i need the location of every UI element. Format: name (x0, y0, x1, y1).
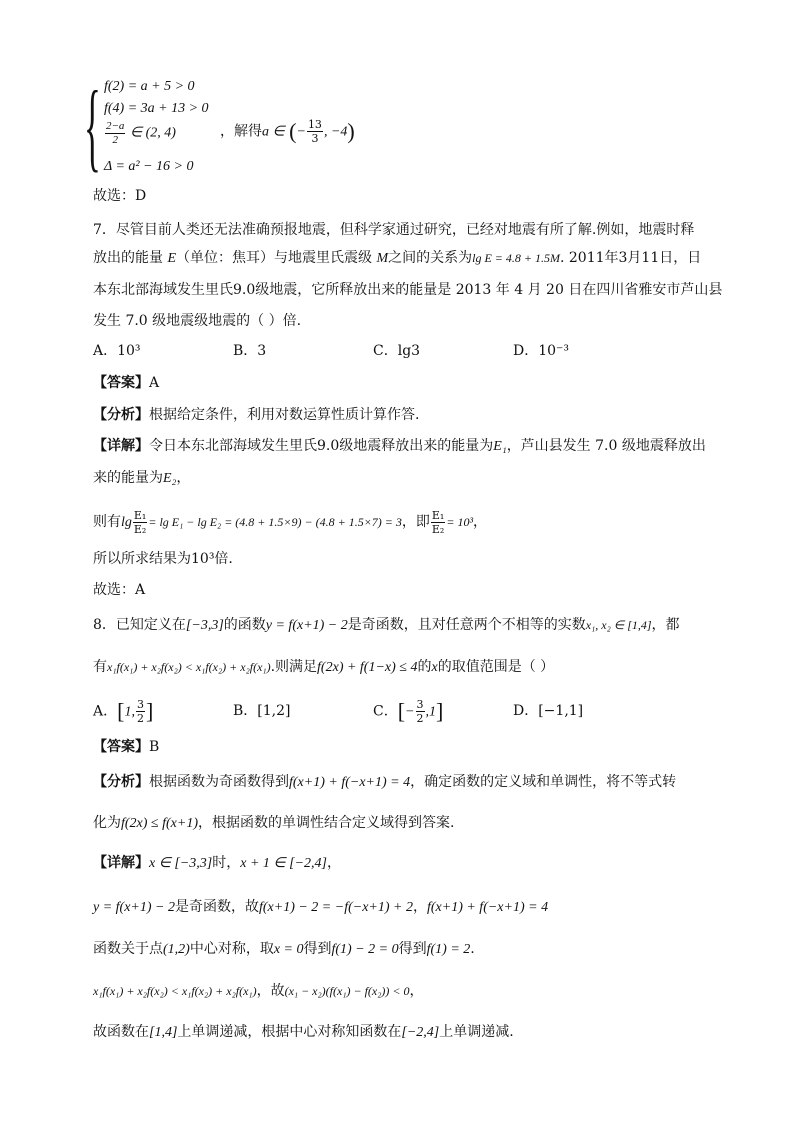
q8-detail-line-4 (93, 981, 424, 1001)
q7-analysis-text: 根据给定条件，利用对数运算性质计算作答. (149, 407, 420, 423)
system-result-denominator: 3 (311, 132, 319, 145)
q8-detail3-g: 得到 (398, 941, 427, 957)
q7-formula: lg E = 4.8 + 1.5M (472, 251, 560, 265)
q8-detail3-f1: f(1) − 2 = 0 (331, 942, 399, 957)
q8-line1-c: 的函数 (223, 617, 266, 633)
q8-line2-e: 的 (417, 659, 432, 675)
q8-line2-a: 有 (93, 659, 107, 675)
q8-detail5-e: 上单调递减. (439, 1024, 514, 1040)
q8-detail1-range: x ∈ [−3,3] (149, 856, 213, 871)
q8-line1-a: 8．已知定义在 (93, 617, 186, 633)
q8-detail5-interval-2: [−2,4] (401, 1025, 440, 1040)
q7-option-c: C．lg3 (373, 343, 421, 359)
q8-option-c-rbracket: ] (436, 698, 444, 724)
system-row-3 (104, 120, 176, 147)
q7-line-3: 本东北部海域发生里氏9.0级地震，它所释放出来的能量是 2013 年 4 月 20 日在四川省雅安市芦山县 (93, 282, 723, 298)
q8-option-c-fraction (416, 698, 425, 725)
q7-formula-joiner: ，即 (401, 514, 430, 530)
q7-formula-end: ， (473, 514, 488, 530)
system-result-numerator: 13 (307, 118, 322, 131)
system-result-tail: , −4 (323, 124, 348, 140)
q8-line1-g: ，都 (651, 617, 680, 633)
q8-detail3-a: 函数关于点 (93, 941, 163, 957)
q8-analysis-line-1 (93, 772, 676, 793)
q8-option-c (373, 698, 443, 726)
system-result-fraction (307, 118, 323, 145)
q8-option-d: D．[−1,1] (513, 703, 584, 719)
q7-detail-line-1 (93, 436, 706, 457)
q8-option-a-lbracket: [ (117, 698, 125, 724)
q8-detail-line-3 (93, 939, 475, 960)
q8-detail3-i: . (470, 941, 475, 957)
q8-inequality: x₁f(x₁) + x₂f(x₂) < x₁f(x₂) + x₂f(x₁) (107, 660, 271, 674)
q8-detail5-a: 故函数在 (93, 1024, 149, 1040)
q8-detail3-f1-value: f(1) = 2 (426, 942, 471, 957)
q7-answer-tag: 【答案】 (93, 375, 149, 391)
q7-detail2-a: 来的能量为 (93, 470, 163, 486)
q8-detail3-c: 中心对称，取 (189, 941, 274, 957)
q7-line-1: 7．尽管目前人类还无法准确预报地震，但科学家通过研究，已经对地震有所了解.例如，地震时释 (93, 222, 695, 238)
q7-var-e: E (167, 251, 177, 266)
q8-detail5-c: 上单调递减，根据中心对称知函数在 (177, 1024, 402, 1040)
q7-var-e2: E₂ (163, 471, 177, 486)
q8-option-a-left: 1, (124, 704, 135, 720)
q8-line-2 (93, 657, 554, 678)
q8-analysis-tag: 【分析】 (93, 774, 149, 790)
system-fraction-numerator: 2−a (106, 120, 125, 132)
q8-detail-line-1 (93, 853, 341, 874)
q8-analysis-c: ，确定函数的定义域和单调性，将不等式转 (410, 774, 677, 790)
system-brace: { (84, 70, 101, 181)
q8-detail4-ineq: x₁f(x₁) + x₂f(x₂) < x₁f(x₂) + x₂f(x₁) (93, 984, 257, 998)
system-row-4: Δ = a² − 16 > 0 (104, 159, 194, 174)
q8-detail3-point: (1,2) (163, 942, 190, 957)
q7-analysis (93, 405, 419, 425)
q8-detail-line-5 (93, 1022, 514, 1043)
q7-var-m: M (376, 251, 389, 266)
q8-analysis-formula: f(x+1) + f(−x+1) = 4 (289, 775, 411, 790)
q7-formula-line (93, 508, 487, 537)
q8-detail1-e: ， (326, 855, 341, 871)
system-row-1: f(2) = a + 5 > 0 (104, 79, 195, 94)
system-row-2: f(4) = 3a + 13 > 0 (104, 101, 209, 116)
q7-choice: 故选：A (93, 582, 146, 598)
q7-detail1-a: 令日本东北部海域发生里氏9.0级地震释放出来的能量为 (149, 438, 494, 454)
q8-detail2-b: 是奇函数，故 (174, 899, 259, 915)
q7-formula-lg: lg (121, 515, 132, 530)
system-fraction (105, 120, 125, 147)
q8-line1-e: 是奇函数，且对任意两个不相等的实数 (347, 617, 586, 633)
system-result-rparen: ) (347, 118, 355, 144)
q7-frac-denominator: E₂ (133, 522, 147, 536)
q7-frac-numerator: E₁ (133, 508, 147, 522)
q8-option-a-rbracket: ] (145, 698, 154, 724)
q7-analysis-tag: 【分析】 (93, 407, 149, 423)
q7-answer (93, 373, 159, 393)
q8-analysis2-formula: f(2x) ≤ f(x+1) (121, 816, 198, 831)
q7-var-e1: E₁ (493, 439, 507, 454)
q7-option-a: A．10³ (93, 343, 141, 359)
q7-frac2-numerator: E₁ (431, 508, 445, 522)
q7-option-b: B．3 (233, 343, 267, 359)
q8-domain: [−3,3] (185, 618, 224, 633)
q8-line-1 (93, 615, 680, 636)
q8-answer-value: B (149, 739, 160, 755)
q8-detail2-d: ， (412, 899, 427, 915)
q8-var-x: x (431, 660, 438, 675)
q8-condition: f(2x) + f(1−x) ≤ 4 (317, 660, 418, 675)
q8-detail4-product: (x₁ − x₂)(f(x₁) − f(x₂)) < 0 (284, 984, 410, 998)
q8-answer (93, 737, 159, 757)
q7-formula-prefix: 则有 (93, 514, 121, 530)
q7-line2-c: （单位：焦耳）与地震里氏震级 (176, 250, 373, 266)
q7-line-4: 发生 7.0 级地震级地震的（ ）倍. (93, 313, 302, 329)
q7-line2-e: 之间的关系为 (388, 250, 473, 266)
system-interval: ∈ (2, 4) (129, 125, 176, 141)
q7-detail1-c: ，芦山县发生 7.0 级地震释放出 (506, 438, 706, 454)
q8-option-c-right: ,1 (425, 704, 436, 720)
q8-function: y = f(x+1) − 2 (265, 618, 348, 633)
system-result-minus: − (296, 124, 306, 140)
q8-analysis-a: 根据函数为奇函数得到 (149, 774, 289, 790)
q7-formula-fraction (133, 509, 147, 536)
q8-detail4-d: ， (409, 983, 424, 999)
q8-detail1-shift: x + 1 ∈ [−2,4] (240, 856, 327, 871)
q8-option-c-den: 2 (416, 712, 424, 725)
q8-option-c-minus: − (405, 704, 415, 720)
q8-option-a-fraction (136, 698, 145, 725)
q8-line2-c: .则满足 (270, 659, 318, 675)
q7-formula-body: = lg E₁ − lg E₂ = (4.8 + 1.5×9) − (4.8 + 1.5×7) = 3 (148, 515, 402, 529)
q8-detail2-func: y = f(x+1) − 2 (93, 900, 175, 915)
q7-line-2 (93, 248, 701, 269)
q7-detail-line-2 (93, 468, 190, 489)
q8-option-b: B．[1,2] (233, 703, 291, 719)
q7-answer-value: A (149, 375, 160, 391)
system-result-prefix: ，解得 (220, 123, 262, 140)
q7-detail2-c: ， (176, 470, 191, 486)
q8-line2-g: 的取值范围是（ ） (437, 659, 555, 675)
q7-line2-a: 放出的能量 (93, 250, 163, 266)
q8-detail-tag: 【详解】 (93, 855, 149, 871)
q8-analysis2-a: 化为 (93, 815, 121, 831)
q8-detail4-b: ，故 (256, 983, 285, 999)
choice-previous: 故选：D (93, 188, 147, 204)
q8-option-c-lbracket: [ (397, 698, 406, 724)
q8-option-c-label: C． (373, 703, 398, 720)
q8-option-c-num: 3 (416, 698, 424, 711)
system-fraction-denominator: 2 (112, 134, 118, 146)
q7-formula-fraction-2 (431, 509, 445, 536)
q7-result: 所以所求结果为10³倍. (93, 551, 233, 567)
q8-reals: x₁, x₂ ∈ [1,4] (585, 618, 652, 632)
q8-option-a-num: 3 (136, 698, 144, 711)
q8-detail1-c: 时， (212, 855, 241, 871)
q8-answer-tag: 【答案】 (93, 739, 149, 755)
q7-detail-tag: 【详解】 (93, 438, 149, 454)
system-result (220, 118, 355, 145)
q8-detail3-e: 得到 (303, 941, 332, 957)
q7-frac2-denominator: E₂ (431, 522, 445, 536)
q8-option-a-label: A． (93, 703, 118, 720)
q7-option-d: D．10⁻³ (513, 343, 570, 359)
q8-detail2-sum: f(x+1) + f(−x+1) = 4 (426, 900, 549, 915)
q7-formula-result: = 10³ (446, 515, 474, 529)
q8-detail-line-2 (93, 897, 548, 918)
q8-analysis2-c: ，根据函数的单调性结合定义域得到答案. (198, 815, 455, 831)
system-result-lparen: ( (289, 118, 297, 144)
q7-line2-g: . 2011年3月11日，日 (560, 250, 702, 266)
q8-option-a-den: 2 (136, 712, 144, 725)
system-result-var: a ∈ (262, 124, 285, 140)
q8-analysis-line-2 (93, 813, 454, 834)
q8-detail5-interval-1: [1,4] (149, 1025, 178, 1040)
q8-detail3-x0: x = 0 (273, 942, 304, 957)
q8-detail2-eq: f(x+1) − 2 = −f(−x+1) + 2 (258, 900, 413, 915)
q8-option-a (93, 698, 153, 726)
